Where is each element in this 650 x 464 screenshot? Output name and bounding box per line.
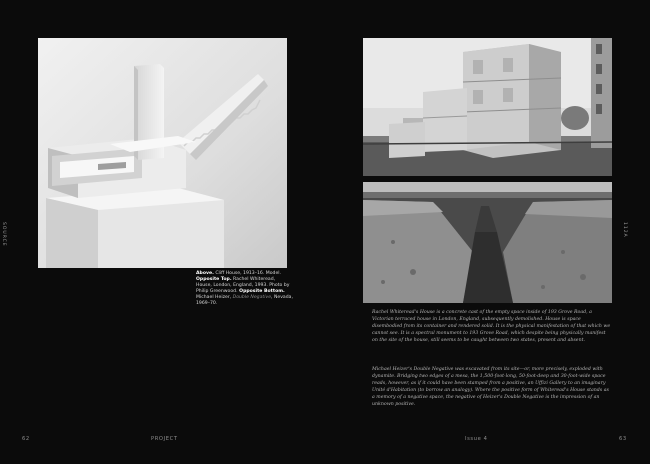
cliff-house-model-photo (38, 38, 287, 268)
left-side-label: SOURCE (1, 222, 6, 247)
footer-title: PROJECT (151, 436, 178, 442)
left-page-number: 62 (22, 436, 30, 442)
double-negative-photo (363, 182, 612, 303)
footer-issue: Issue 4 (465, 436, 488, 442)
essay-paragraph-1: Rachel Whiteread's House is a concrete cast of the empty space inside of 193 Grove Road, a Victorian terraced house in London, England, subsequently demolished. House is space disembodied from its container and rendered solid. It is the physical manifestation of that which we cannot see. It is a spectral monument to 193 Grove Road, which despite being physically manifest on the site of the house, still seems to be caught between two states, present and absent. (372, 310, 611, 343)
photo-caption: Above. Cliff House, 1913–16. Model. Opposite Top. Rachel Whiteread, House, London, England, 1993. Photo by Philip Greenwood. Opposite Bottom. Michael Heizer, Double Negative, Nevada, 1969–70. (196, 271, 293, 307)
essay-paragraph-2: Michael Heizer's Double Negative was excavated from its site—or, more precisely, exploded with dynamite. Bridging two edges of a mesa, the 1,500-foot-long, 50-foot-deep and 30-foot-wide space reads, however, as if it could have been stamped from a positive, an Uffizi Gallery to an imaginary Unité d'Habitation (to borrow an analogy). Where the positive form of Whiteread's House stands as a memory of a negative space, the negative of Heizer's Double Negative is the impression of an unknown positive. (372, 367, 609, 407)
model-illustration (38, 38, 287, 268)
whiteread-house-photo (363, 38, 612, 176)
right-page-number: 63 (619, 436, 627, 442)
right-side-label: 112A (622, 222, 627, 238)
